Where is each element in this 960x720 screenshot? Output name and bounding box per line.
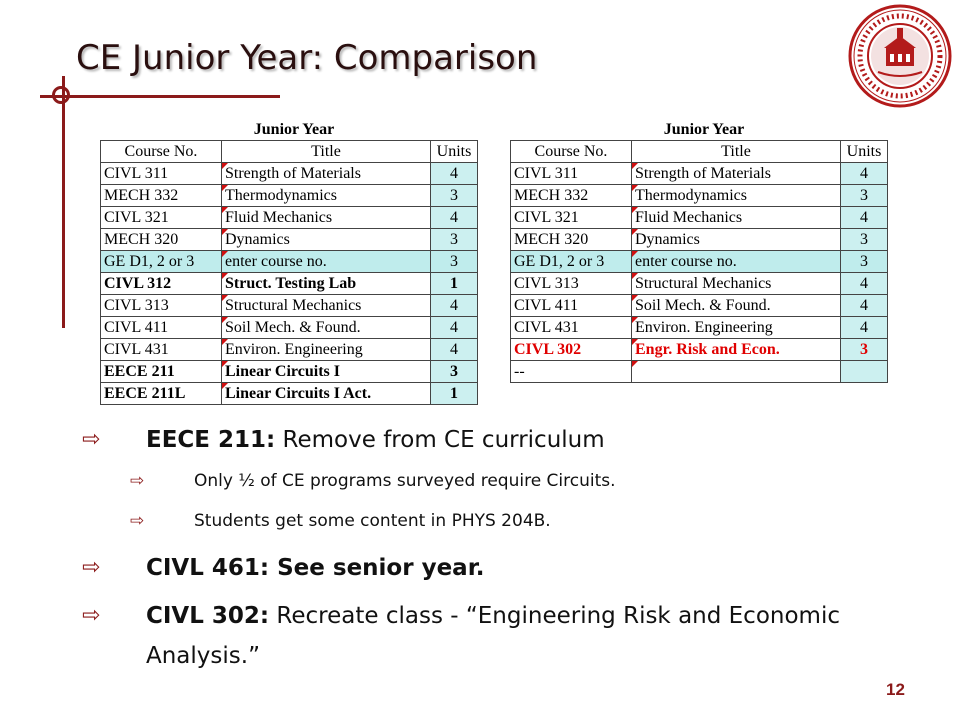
units-cell: 4 xyxy=(431,207,478,229)
table-row xyxy=(101,229,478,251)
table-row xyxy=(101,295,478,317)
table-row xyxy=(511,295,888,317)
table-row xyxy=(101,339,478,361)
title-rule xyxy=(40,95,280,98)
title-cell: Fluid Mechanics xyxy=(632,207,841,229)
crosshair-ornament xyxy=(52,86,70,104)
units-cell xyxy=(841,361,888,383)
hollow-arrow-icon: ⇨ xyxy=(82,603,101,628)
course-cell: EECE 211 xyxy=(101,361,222,383)
left-schedule-table xyxy=(100,120,488,405)
title-cell: Strength of Materials xyxy=(632,163,841,185)
column-header-course: Course No. xyxy=(101,141,222,163)
course-cell: CIVL 411 xyxy=(101,317,222,339)
course-cell: GE D1, 2 or 3 xyxy=(511,251,632,273)
title-cell: Linear Circuits I xyxy=(222,361,431,383)
course-cell: CIVL 313 xyxy=(511,273,632,295)
column-header-units: Units xyxy=(431,141,478,163)
units-cell: 1 xyxy=(431,383,478,405)
title-cell: Struct. Testing Lab xyxy=(222,273,431,295)
table-header-row xyxy=(101,141,478,163)
bullet-bold-text: CIVL 302: xyxy=(146,603,270,629)
left-rule xyxy=(62,76,65,328)
course-cell: CIVL 431 xyxy=(101,339,222,361)
hollow-arrow-icon: ⇨ xyxy=(130,511,145,531)
course-cell: CIVL 311 xyxy=(511,163,632,185)
column-header-course: Course No. xyxy=(511,141,632,163)
sub-bullet xyxy=(82,468,902,494)
title-cell: Linear Circuits I Act. xyxy=(222,383,431,405)
table-row xyxy=(511,163,888,185)
title-cell: Thermodynamics xyxy=(222,185,431,207)
course-cell: CIVL 411 xyxy=(511,295,632,317)
units-cell: 3 xyxy=(431,185,478,207)
slide-title: CE Junior Year: Comparison xyxy=(76,38,538,78)
units-cell: 4 xyxy=(841,207,888,229)
bullet-civl-461 xyxy=(82,548,902,588)
title-cell: Engr. Risk and Econ. xyxy=(632,339,841,361)
units-cell: 3 xyxy=(431,251,478,273)
table-row xyxy=(101,361,478,383)
table-row xyxy=(511,273,888,295)
units-cell: 4 xyxy=(841,163,888,185)
table-row xyxy=(511,317,888,339)
bullet-list xyxy=(82,420,902,684)
table-row xyxy=(101,273,478,295)
bullet-bold-text: CIVL 461: See senior year. xyxy=(146,555,485,581)
title-cell: enter course no. xyxy=(632,251,841,273)
course-cell: MECH 332 xyxy=(511,185,632,207)
table-row xyxy=(101,317,478,339)
sub-bullet-text: Students get some content in PHYS 204B. xyxy=(194,511,551,531)
sub-bullet-text: Only ½ of CE programs surveyed require Circuits. xyxy=(194,471,616,491)
bullet-text: Remove from CE curriculum xyxy=(275,427,605,453)
title-cell: Strength of Materials xyxy=(222,163,431,185)
table-row xyxy=(511,339,888,361)
title-cell: Environ. Engineering xyxy=(222,339,431,361)
units-cell: 3 xyxy=(841,339,888,361)
bullet-civl-302 xyxy=(82,596,902,676)
units-cell: 4 xyxy=(431,295,478,317)
units-cell: 3 xyxy=(841,229,888,251)
right-schedule-table xyxy=(510,120,898,383)
title-cell: Structural Mechanics xyxy=(222,295,431,317)
table-row xyxy=(511,185,888,207)
course-cell: MECH 320 xyxy=(101,229,222,251)
table-row xyxy=(101,185,478,207)
title-cell: Environ. Engineering xyxy=(632,317,841,339)
table-header-row xyxy=(511,141,888,163)
units-cell: 3 xyxy=(431,361,478,383)
course-cell: CIVL 313 xyxy=(101,295,222,317)
title-cell: Dynamics xyxy=(222,229,431,251)
units-cell: 4 xyxy=(431,163,478,185)
sub-bullet xyxy=(82,508,902,534)
title-cell: Dynamics xyxy=(632,229,841,251)
course-cell: MECH 320 xyxy=(511,229,632,251)
hollow-arrow-icon: ⇨ xyxy=(82,427,101,452)
course-cell: CIVL 302 xyxy=(511,339,632,361)
column-header-units: Units xyxy=(841,141,888,163)
units-cell: 3 xyxy=(841,251,888,273)
title-cell: Fluid Mechanics xyxy=(222,207,431,229)
table-heading: Junior Year xyxy=(663,121,745,138)
title-cell: enter course no. xyxy=(222,251,431,273)
course-cell: CIVL 321 xyxy=(101,207,222,229)
column-header-title: Title xyxy=(222,141,431,163)
title-cell: Thermodynamics xyxy=(632,185,841,207)
units-cell: 1 xyxy=(431,273,478,295)
course-cell: CIVL 431 xyxy=(511,317,632,339)
bullet-eece-211 xyxy=(82,420,902,460)
table-row xyxy=(101,163,478,185)
university-seal-icon xyxy=(848,4,952,108)
table-row xyxy=(511,361,888,383)
title-cell: Structural Mechanics xyxy=(632,273,841,295)
units-cell: 4 xyxy=(841,317,888,339)
course-cell: GE D1, 2 or 3 xyxy=(101,251,222,273)
table-row xyxy=(101,251,478,273)
table-row xyxy=(511,251,888,273)
page-number: 12 xyxy=(886,680,905,699)
units-cell: 3 xyxy=(431,229,478,251)
units-cell: 4 xyxy=(841,273,888,295)
title-cell: Soil Mech. & Found. xyxy=(632,295,841,317)
table-row xyxy=(101,207,478,229)
table-row xyxy=(511,207,888,229)
course-cell: MECH 332 xyxy=(101,185,222,207)
hollow-arrow-icon: ⇨ xyxy=(82,555,101,580)
bullet-text: Recreate class - “Engineering Risk and Economic Analysis.” xyxy=(146,603,840,669)
units-cell: 4 xyxy=(841,295,888,317)
bullet-bold-text: EECE 211: xyxy=(146,427,276,453)
course-cell: -- xyxy=(511,361,632,383)
course-cell: EECE 211L xyxy=(101,383,222,405)
title-cell xyxy=(632,361,841,383)
hollow-arrow-icon: ⇨ xyxy=(130,471,145,491)
column-header-title: Title xyxy=(632,141,841,163)
table-row xyxy=(511,229,888,251)
course-cell: CIVL 321 xyxy=(511,207,632,229)
table-row xyxy=(101,383,478,405)
course-cell: CIVL 311 xyxy=(101,163,222,185)
course-cell: CIVL 312 xyxy=(101,273,222,295)
title-cell: Soil Mech. & Found. xyxy=(222,317,431,339)
table-heading: Junior Year xyxy=(253,121,335,138)
units-cell: 4 xyxy=(431,339,478,361)
units-cell: 3 xyxy=(841,185,888,207)
units-cell: 4 xyxy=(431,317,478,339)
